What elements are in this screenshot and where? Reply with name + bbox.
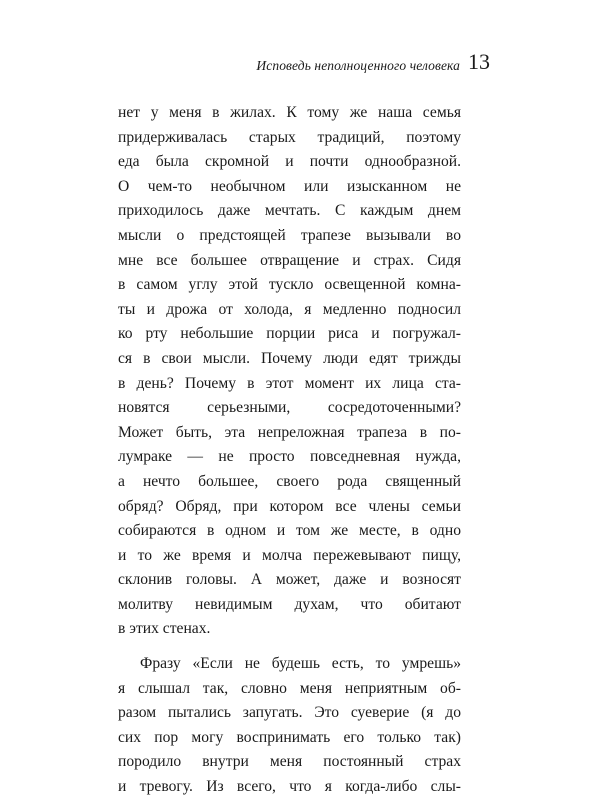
text-line: Может быть, эта непреложная трапеза в по- xyxy=(118,423,461,441)
text-line: О чем-то необычном или изысканном не xyxy=(118,177,461,195)
text-line: Фразу «Если не будешь есть, то умрешь» xyxy=(140,655,461,673)
text-line: породило внутри меня постоянный страх xyxy=(118,753,461,771)
body-text xyxy=(118,101,461,800)
text-line: мысли о предстоящей трапезе вызывали во xyxy=(118,226,461,244)
text-line: в этих стенах. xyxy=(118,620,211,638)
text-line: мне все большее отвращение и страх. Сидя xyxy=(118,251,461,269)
text-line: разом пытались запугать. Это суеверие (я до xyxy=(118,704,461,722)
text-line: ты и дрожа от холода, я медленно подносил xyxy=(118,300,461,318)
text-line: придерживалась старых традиций, поэтому xyxy=(118,128,461,146)
paragraph-2 xyxy=(118,652,461,800)
text-line: в день? Почему в этот момент их лица ста- xyxy=(118,374,461,392)
running-head-title: Исповедь неполноценного человека xyxy=(256,58,460,73)
paragraph-spacer xyxy=(118,642,461,652)
text-line: в самом углу этой тускло освещенной комна- xyxy=(118,276,461,294)
text-line: еда была скромной и почти однообразной. xyxy=(118,153,461,171)
text-line: склонив головы. А может, даже и возносят xyxy=(118,571,461,589)
text-line: приходилось даже мечтать. С каждым днем xyxy=(118,202,461,220)
text-line: лумраке — не просто повседневная нужда, xyxy=(118,448,461,466)
text-line: новятся серьезными, сосредоточенными? xyxy=(118,399,461,417)
text-line: и то же время и молча пережевывают пищу, xyxy=(118,546,461,564)
text-line: собираются в одном и том же месте, в одно xyxy=(118,522,461,540)
text-line: молитву невидимым духам, что обитают xyxy=(118,595,461,613)
text-line: ся в свои мысли. Почему люди едят трижды xyxy=(118,349,461,367)
page-number: 13 xyxy=(468,49,490,74)
text-line: я слышал так, словно меня неприятным об- xyxy=(118,679,461,697)
paragraph-1 xyxy=(118,101,461,642)
text-line: нет у меня в жилах. К тому же наша семья xyxy=(118,104,461,121)
text-line: обряд? Обряд, при котором все члены семьи xyxy=(118,497,461,515)
text-line: а нечто большее, своего рода священный xyxy=(118,472,461,490)
text-line: ко рту небольшие порции риса и погружал- xyxy=(118,325,461,343)
text-line: сих пор могу воспринимать его только так) xyxy=(118,728,461,746)
text-line: и тревогу. Из всего, что я когда-либо слы- xyxy=(118,778,461,796)
